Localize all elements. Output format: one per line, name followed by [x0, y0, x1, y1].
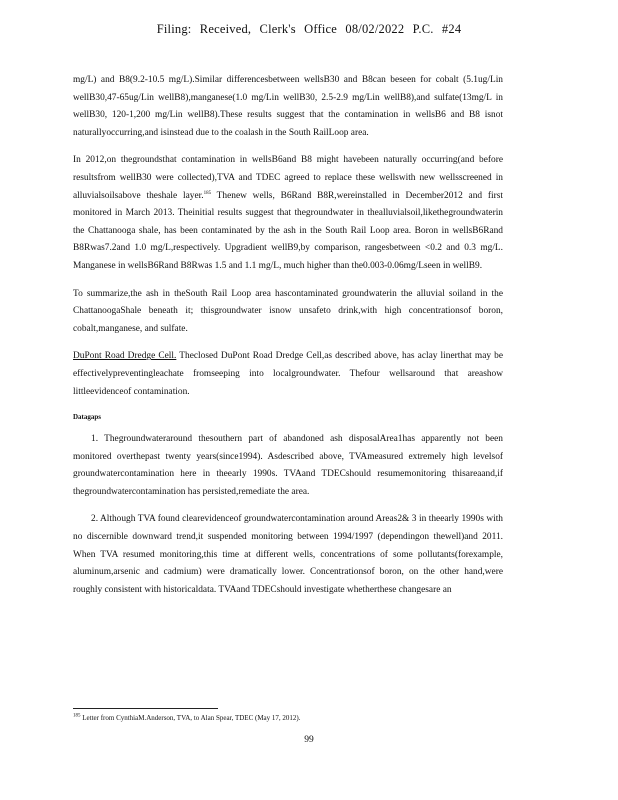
paragraph-summary: To summarize,the ash in theSouth Rail Loop area hascontaminated groundwaterin the alluvial soiland in the ChattanoogaShale beneath it; thisgroundwater isnow unsafeto drink,with high concentrationsof boron, cobalt,manganese, and sulfate. [73, 288, 503, 334]
dupont-dredge-cell-title: DuPont Road Dredge Cell. [73, 351, 177, 362]
page-number: 99 [304, 735, 314, 745]
datagap-item-2: 2. Although TVA found clearevidenceof groundwatercontamination around Areas2& 3 in theearly 1990s with no discernible downward trend,it suspended monitoring between 1994/1997 (dependingon thewell)and 2011. When TVA resumed monitoring,this time at different wells, concentrations of some pollutants(forexample, aluminum,arsenic and cadmium) were dramatically lower. Concentrationsof boron, on the other hand,were roughly consistent with historicaldata. TVAand TDECshould investigate whetherthese changesare an [73, 514, 503, 595]
page-body [73, 72, 503, 609]
paragraph-contamination-comparison: mg/L) and B8(9.2-10.5 mg/L).Similar differencesbetween wellsB30 and B8can beseen for cobalt (5.1ug/Lin wellB30,47-65ug/Lin wellB8),manganese(1.0 mg/Lin wellB30, 2.5-2.9 mg/Lin wellB8),and sulfate(13mg/L in wellB30, 120-1,200 mg/Lin wellB8).These results suggest that the contamination in wellsB6 and B8 isnot naturallyoccurring,and isinstead due to the coalash in the South RailLoop area. [73, 75, 503, 138]
footnote-text: Letter from CynthiaM.Anderson, TVA, to Alan Spear, TDEC (May 17, 2012). [80, 714, 301, 722]
dupont-dredge-cell-text: Theclosed DuPont Road Dredge Cell,as described above, has aclay linerthat may be effectivelypreventingleachate fromseeping into localgroundwater. Thefour wellsaround that areashow littleevidenceof contamination. [73, 351, 504, 397]
footnote-185 [73, 713, 503, 723]
section-heading-datagaps: Datagaps [73, 413, 102, 422]
footnote-divider [73, 708, 218, 709]
paragraph-2012-wells-text-cont: Thenew wells, B6Rand B8R,wereinstalled in December2012 and first monitored in March 2013. Theinitial results suggest that thegroundwater in thealluvialsoil,likethegroundwaterin the Chattanooga shale, has been contaminated by the ash in the South Rail Loop area. Boron in wellsB6Rand B8Rwas7.2and 1.0 mg/L,respectively. Upgradient wellB9,by comparison, rangesbetween <0.2 and 0.3 mg/L. Manganese in wellsB6Rand B8Rwas 1.5 and 1.1 mg/L, much higher than the0.003-0.06mg/Lseen in wellB9. [73, 190, 503, 271]
footnote-number: 185 [73, 713, 81, 719]
filing-header: Filing: Received, Clerk's Office 08/02/2022 P.C. #24 [156, 22, 462, 36]
datagap-item-1: 1. Thegroundwateraround thesouthern part of abandoned ash disposalArea1has apparently not been monitored overthepast twenty years(since1994). Asdescribed above, TVAmeasured extremely high levelsof groundwatercontamination here in theearly 1990s. TVAand TDECshould resumemonitoring thisareaand,if thegroundwatercontamination has persisted,remediate the area. [73, 434, 503, 497]
paragraph-2012-wells [73, 152, 503, 275]
paragraph-dupont-dredge-cell [73, 348, 503, 401]
footnote-ref-185: 185 [203, 190, 212, 196]
paragraph-2012-wells-text: In 2012,on thegroundsthat contamination in wellsB6and B8 might havebeen naturally occurring(and before resultsfrom wellB30 were collected),TVA and TDEC agreed to replace these wellswith new wellsscreened in alluvialsoilsabove theshale layer. [73, 155, 503, 201]
